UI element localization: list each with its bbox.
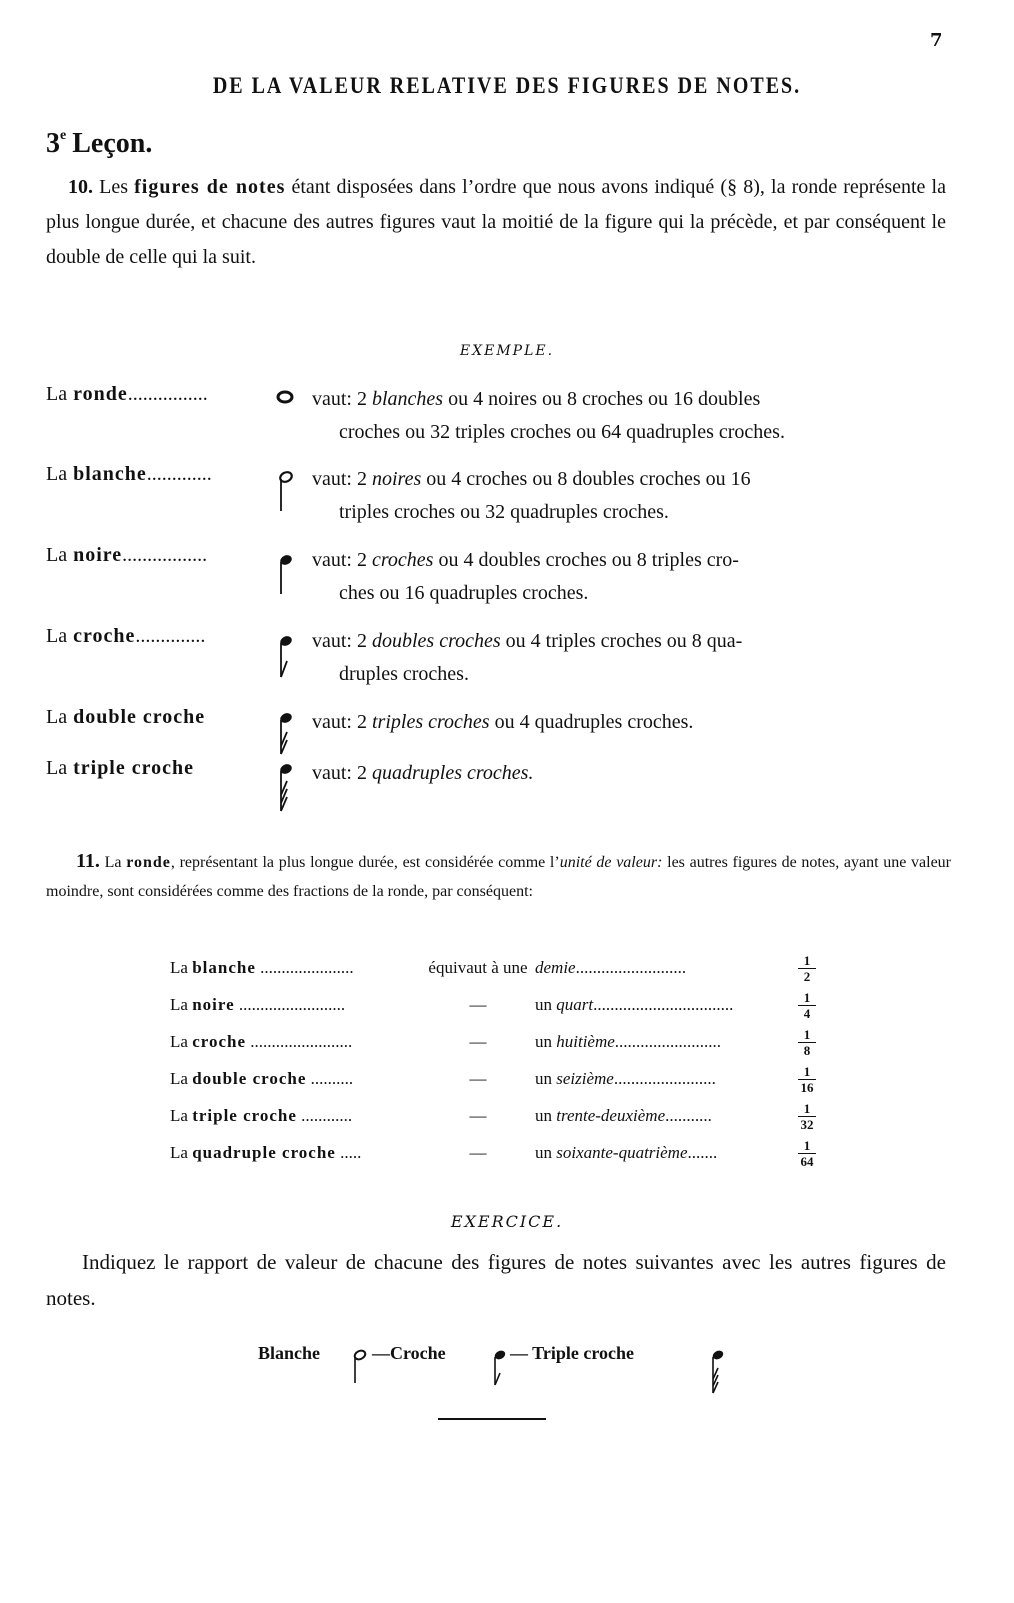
example-row-croche [46, 625, 946, 695]
fraction-word [535, 1032, 790, 1052]
fraction-name: soixante-quatrième [556, 1143, 688, 1162]
fraction-word [535, 1106, 790, 1126]
article: La [170, 1143, 188, 1162]
eighth-note-icon [272, 623, 302, 693]
lesson-number: 3 [46, 128, 60, 159]
half-note-icon [272, 461, 302, 531]
leader-dots: ......................... [614, 1032, 722, 1051]
fraction-name: trente-deuxième [556, 1106, 666, 1125]
fraction-relation: — [469, 995, 487, 1014]
denominator: 64 [800, 1154, 814, 1169]
desc-text: vaut: 2 [312, 549, 372, 571]
note-label-croche: —Croche [372, 1343, 446, 1363]
note-name: blanche [192, 958, 256, 977]
numerator: 1 [803, 1138, 811, 1153]
note-name: blanche [73, 463, 147, 485]
desc-continuation: druples croches. [339, 663, 469, 685]
note-name: triple croche [73, 757, 195, 779]
fraction-row [170, 1064, 850, 1106]
leader-dots: .............. [135, 625, 206, 647]
example-description [312, 757, 932, 790]
exercise-heading: EXERCICE. [450, 1212, 564, 1231]
lesson-title [46, 128, 152, 160]
fraction-name: quart [556, 995, 594, 1014]
example-label [46, 625, 266, 648]
example-description [312, 463, 932, 529]
running-title: DE LA VALEUR RELATIVE DES FIGURES DE NOTES. [212, 73, 802, 99]
example-description [312, 544, 932, 610]
fraction-word [535, 958, 790, 978]
thirty-second-note-icon [706, 1341, 730, 1401]
article: La [170, 1032, 188, 1051]
paragraph-text: , représentant la plus longue durée, est considérée comme l’ [170, 854, 560, 871]
leader-dots: ......................... [238, 995, 346, 1014]
paragraph-number: 11. [76, 850, 100, 872]
fraction-relation: — [469, 1032, 487, 1051]
leader-dots: ...................... [260, 958, 354, 977]
paragraph-number: 10. [68, 176, 93, 198]
exercise-text: Indiquez le rapport de valeur de chacune des figures de notes suivantes avec les autres figures de notes. [46, 1250, 946, 1310]
fraction-value [792, 1139, 822, 1168]
article: La [170, 995, 188, 1014]
article: un [535, 1032, 552, 1051]
desc-continuation: croches ou 32 triples croches ou 64 quadruples croches. [339, 421, 785, 443]
note-name: double croche [73, 706, 206, 728]
paragraph-bold-term: ronde [126, 854, 171, 871]
example-label [46, 757, 266, 780]
article: un [535, 1069, 552, 1088]
desc-italic: noires [372, 468, 422, 490]
fraction-word [535, 1143, 790, 1163]
note-name: quadruple croche [192, 1143, 336, 1162]
fraction-row [170, 953, 850, 995]
fraction-word [535, 995, 790, 1015]
article: La [46, 706, 68, 728]
desc-text: vaut: 2 [312, 762, 372, 784]
fraction-label [170, 995, 425, 1015]
numerator: 1 [803, 953, 811, 968]
desc-italic: croches [372, 549, 434, 571]
article: un [535, 995, 552, 1014]
example-row-blanche [46, 463, 946, 533]
leader-dots: ................. [122, 544, 208, 566]
fraction-row [170, 1027, 850, 1069]
leader-dots: ..... [340, 1143, 362, 1162]
fraction-label [170, 1106, 425, 1126]
note-label-triple-croche: — Triple croche [510, 1343, 634, 1363]
fraction-name: demie [535, 958, 576, 977]
article: La [46, 544, 68, 566]
example-label [46, 463, 266, 486]
fraction-value [792, 991, 822, 1020]
denominator: 2 [803, 969, 811, 984]
example-label [46, 383, 266, 406]
fraction-value [792, 1102, 822, 1131]
example-description [312, 383, 932, 449]
desc-italic: blanches [372, 388, 444, 410]
desc-text: vaut: 2 [312, 468, 372, 490]
lesson-label: Leçon. [72, 128, 153, 159]
fraction-name: huitième [556, 1032, 615, 1051]
fraction-label [170, 1032, 425, 1052]
leader-dots: .......... [310, 1069, 354, 1088]
desc-text: ou 4 triples croches ou 8 qua- [500, 630, 743, 652]
numerator: 1 [803, 1064, 811, 1079]
desc-text: vaut: 2 [312, 711, 372, 733]
desc-italic: quadruples croches. [372, 762, 534, 784]
article: La [46, 625, 68, 647]
page-number: 7 [930, 30, 943, 51]
lesson-number-sup: e [60, 128, 67, 143]
note-name: croche [192, 1032, 247, 1051]
article: La [170, 958, 188, 977]
fraction-label [170, 1069, 425, 1089]
paragraph-italic-term: unité de valeur: [559, 854, 663, 871]
fraction-label [170, 1143, 425, 1163]
fraction-word [535, 1069, 790, 1089]
example-heading: EXEMPLE. [459, 343, 555, 359]
numerator: 1 [803, 990, 811, 1005]
example-label [46, 706, 266, 729]
example-label [46, 544, 266, 567]
eighth-note-icon [488, 1341, 512, 1401]
example-description [312, 625, 932, 691]
fraction-relation: — [469, 1069, 487, 1088]
example-description [312, 706, 932, 739]
fraction-label [170, 958, 425, 978]
note-name: noire [192, 995, 235, 1014]
leader-dots: .......................... [575, 958, 687, 977]
article: La [170, 1106, 188, 1125]
paragraph-text: étant disposées dans l’ordre que nous avons indiqué (§ 8), la ronde représente la plus longue durée, et chacune des autres figures vaut la moitié de la figure qui la précède, et par conséquent le double de celle qui la suit. [46, 176, 946, 268]
paragraph-bold-term: figures de notes [134, 176, 286, 198]
paragraph-10 [46, 170, 946, 275]
note-label-blanche: Blanche [258, 1343, 321, 1363]
leader-dots: ........... [665, 1106, 712, 1125]
fraction-table [170, 953, 850, 1180]
article: La [46, 383, 68, 405]
fraction-value [792, 1065, 822, 1094]
closing-rule [438, 1418, 546, 1420]
desc-text: vaut: 2 [312, 630, 372, 652]
denominator: 32 [800, 1117, 814, 1132]
desc-text: ou 4 quadruples croches. [489, 711, 694, 733]
leader-dots: ....... [687, 1143, 718, 1162]
desc-text: ou 4 doubles croches ou 8 triples cro- [433, 549, 739, 571]
leader-dots: ................................. [593, 995, 734, 1014]
note-name: croche [73, 625, 136, 647]
desc-continuation: ches ou 16 quadruples croches. [339, 582, 589, 604]
desc-text: ou 4 noires ou 8 croches ou 16 doubles [443, 388, 761, 410]
exercise-notes [258, 1343, 738, 1403]
article: La [46, 463, 68, 485]
paragraph-text: les autres figures de notes, ayant une valeur moindre, sont considérées comme des fractions de la ronde, par conséquent: [46, 854, 952, 900]
paragraph-text: La [99, 854, 127, 871]
desc-continuation: triples croches ou 32 quadruples croches. [339, 501, 669, 523]
leader-dots: ............ [301, 1106, 353, 1125]
leader-dots: ........................ [250, 1032, 353, 1051]
example-row-noire [46, 544, 946, 614]
paragraph-11 [46, 847, 951, 906]
numerator: 1 [803, 1027, 811, 1042]
fraction-relation: — [469, 1106, 487, 1125]
denominator: 8 [803, 1043, 811, 1058]
example-row-triple-croche [46, 757, 946, 817]
thirty-second-note-icon [272, 755, 302, 825]
article: un [535, 1143, 552, 1162]
fraction-value [792, 1028, 822, 1057]
fraction-row [170, 1101, 850, 1143]
fraction-relation: équivaut à une [428, 958, 528, 977]
desc-italic: triples croches [372, 711, 490, 733]
quarter-note-icon [272, 542, 302, 612]
leader-dots: ............. [146, 463, 212, 485]
example-row-ronde [46, 383, 946, 453]
fraction-row [170, 990, 850, 1032]
fraction-name: seizième [556, 1069, 614, 1088]
article: La [46, 757, 68, 779]
desc-text: vaut: 2 [312, 388, 372, 410]
fraction-row [170, 1138, 850, 1180]
note-name: ronde [73, 383, 128, 405]
paragraph-text: Les [93, 176, 135, 198]
whole-note-icon [272, 381, 302, 451]
desc-text: ou 4 croches ou 8 doubles croches ou 16 [421, 468, 751, 490]
denominator: 16 [800, 1080, 814, 1095]
note-name: double croche [192, 1069, 307, 1088]
leader-dots: ........................ [613, 1069, 716, 1088]
half-note-icon [348, 1341, 372, 1401]
desc-italic: doubles croches [372, 630, 501, 652]
article: La [170, 1069, 188, 1088]
numerator: 1 [803, 1101, 811, 1116]
fraction-relation: — [469, 1143, 487, 1162]
note-name: noire [73, 544, 123, 566]
article: un [535, 1106, 552, 1125]
note-name: triple croche [192, 1106, 297, 1125]
fraction-value [792, 954, 822, 983]
example-row-double-croche [46, 706, 946, 751]
leader-dots: ................ [127, 383, 208, 405]
denominator: 4 [803, 1006, 811, 1021]
